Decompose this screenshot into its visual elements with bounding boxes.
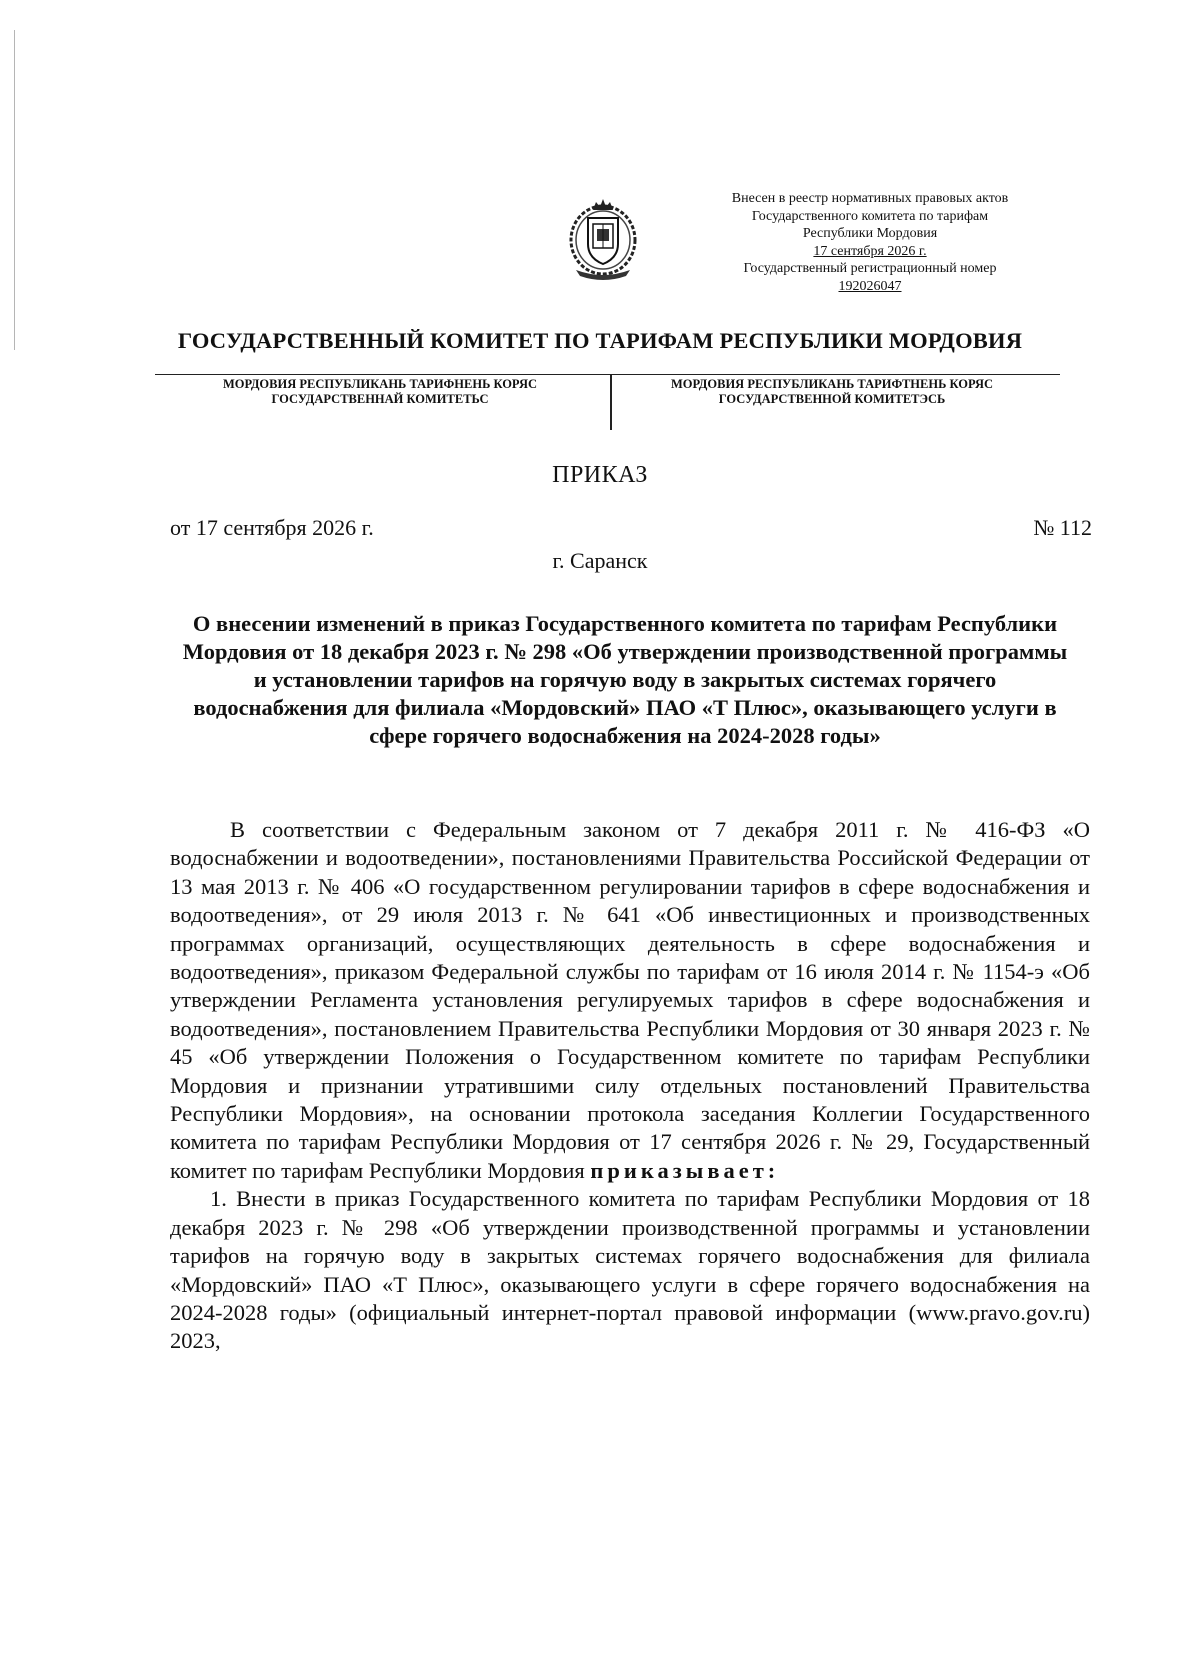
- document-body: [170, 816, 1090, 1356]
- moksha-name-line: ГОСУДАРСТВЕННАЙ КОМИТЕТЬС: [271, 392, 489, 406]
- erzya-name-block: [617, 377, 1047, 407]
- document-date: от 17 сентября 2026 г.: [170, 515, 374, 540]
- header-divider: [610, 375, 612, 430]
- registry-line: Республики Мордовия: [802, 226, 938, 241]
- coat-of-arms-emblem-icon: [566, 196, 640, 282]
- registry-line: Государственного комитета по тарифам: [751, 208, 989, 224]
- document-number: № 112: [1033, 515, 1092, 540]
- moksha-name-line: МОРДОВИЯ РЕСПУБЛИКАНЬ ТАРИФНЕНЬ КОРЯС: [223, 377, 537, 391]
- preamble-paragraph: [170, 816, 1090, 1185]
- registry-line: Государственный регистрационный номер: [743, 261, 997, 276]
- preamble-text: В соответствии с Федеральным законом от 7 декабря 2011 г. № 416-ФЗ «О водоснабжении и водоотведении», постановлениями Правительства Российской Федерации от 13 мая 2013 г. № 406 «О государственном регулировании тарифов в сфере водоснабжения и водоотведения», от 29 июля 2013 г. № 641 «Об инвестиционных и производственных программах организаций, осуществляющих деятельность в сфере водоснабжения и водоотведения», приказом Федеральной службы по тарифам от 16 июля 2014 г. № 1154-э «Об утверждении Регламента установления регулируемых тарифов в сфере водоснабжения и водоотведения», постановлением Правительства Республики Мордовия от 30 января 2023 г. № 45 «Об утверждении Положения о Государственном комитете по тарифам Республики Мордовия и признании утратившими силу отдельных постановлений Правительства Республики Мордовия», на основании протокола заседания Коллегии Государственного комитета по тарифам Республики Мордовия от 17 сентября 2026 г. № 29, Государственный комитет по тарифам Республики Мордовия: [170, 817, 1090, 1183]
- document-subject: О внесении изменений в приказ Государственного комитета по тарифам Республики Мордовия от 18 декабря 2023 г. № 298 «Об утверждении производственной программы и установлении тарифов на горячую воду в закрытых системах горячего водоснабжения для филиала «Мордовский» ПАО «Т Плюс», оказывающего услуги в сфере горячего водоснабжения на 2024-2028 годы»: [182, 611, 1068, 748]
- registry-stamp: [700, 190, 1040, 295]
- erzya-name-line: ГОСУДАРСТВЕННОЙ КОМИТЕТЭСЬ: [718, 392, 946, 406]
- document-type: ПРИКАЗ: [552, 462, 648, 488]
- document-city: г. Саранск: [552, 548, 648, 573]
- dual-language-header: [155, 374, 1060, 435]
- registry-line: Внесен в реестр нормативных правовых актов: [731, 191, 1009, 206]
- erzya-name-line: МОРДОВИЯ РЕСПУБЛИКАНЬ ТАРИФТНЕНЬ КОРЯС: [670, 377, 994, 391]
- scan-edge-line: [14, 30, 15, 350]
- item-1-paragraph: 1. Внести в приказ Государственного комитета по тарифам Республики Мордовия от 18 декабря 2023 г. № 298 «Об утверждении производственной программы и установлении тарифов на горячую воду в закрытых системах горячего водоснабжения для филиала «Мордовский» ПАО «Т Плюс», оказывающего услуги в сфере горячего водоснабжения на 2024-2028 годы» (официальный интернет-портал правовой информации (www.pravo.gov.ru) 2023,: [170, 1186, 1090, 1354]
- moksha-name-block: [155, 377, 605, 407]
- registry-date: 17 сентября 2026 г.: [813, 243, 927, 259]
- order-word: приказывает:: [590, 1157, 780, 1183]
- organization-title: ГОСУДАРСТВЕННЫЙ КОМИТЕТ ПО ТАРИФАМ РЕСПУБЛИКИ МОРДОВИЯ: [177, 328, 1023, 353]
- registry-number: 192026047: [838, 278, 902, 294]
